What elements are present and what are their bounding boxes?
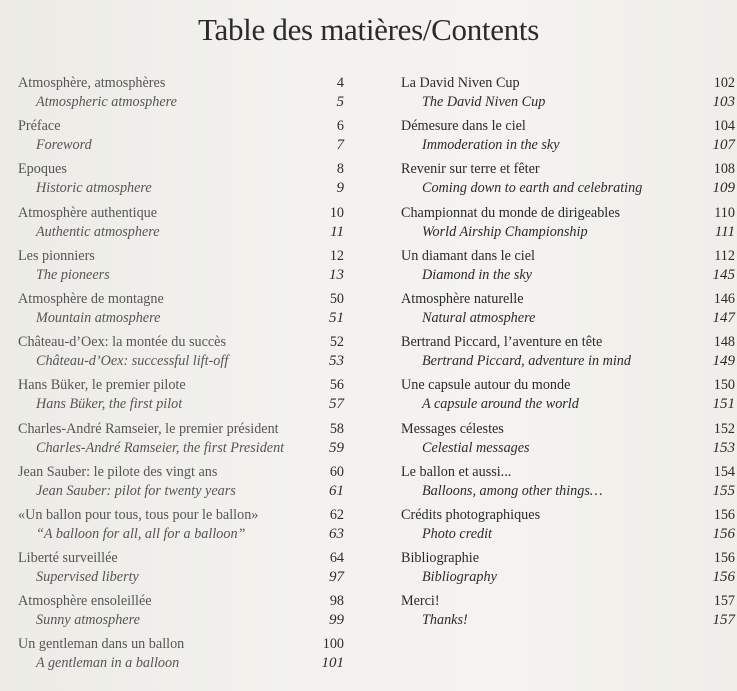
entry-page-french: 152	[713, 420, 735, 437]
entry-title-french: Un gentleman dans un ballon	[18, 636, 185, 653]
entry-page-french: 56	[329, 377, 344, 394]
toc-entry	[401, 549, 737, 592]
entry-title-french: Un diamant dans le ciel	[401, 247, 535, 264]
entry-title-english: Bibliography	[422, 569, 497, 586]
entry-page-french: 4	[336, 75, 344, 91]
entry-page-english: 147	[712, 309, 735, 326]
entry-title-english: Jean Sauber: pilot for twenty years	[36, 482, 236, 499]
entry-title-french: Atmosphère naturelle	[401, 290, 524, 307]
entry-page-french: 157	[713, 593, 735, 610]
entry-title-french: Atmosphère ensoleillée	[18, 593, 152, 610]
entry-page-french: 12	[329, 247, 344, 264]
toc-entry	[18, 506, 344, 549]
entry-page-french: 100	[322, 636, 344, 653]
toc-entry	[401, 204, 737, 247]
entry-page-english: 109	[712, 180, 735, 197]
entry-title-french: La David Niven Cup	[401, 75, 520, 91]
entry-title-english: Château-d’Oex: successful lift-off	[36, 353, 229, 370]
toc-entry	[18, 160, 344, 203]
entry-title-french: Bertrand Piccard, l’aventure en tête	[401, 334, 603, 351]
entry-page-french: 10	[329, 204, 344, 221]
entry-page-english: 13	[329, 266, 344, 283]
entry-page-french: 146	[713, 290, 735, 307]
entry-title-english: Diamond in the sky	[422, 266, 532, 283]
entry-title-french: Bibliographie	[401, 550, 480, 567]
toc-entry	[18, 247, 344, 290]
entry-page-french: 98	[329, 593, 344, 610]
entry-page-french: 148	[713, 334, 735, 351]
entry-title-english: Natural atmosphere	[422, 309, 536, 326]
entry-title-english: A capsule around the world	[422, 396, 579, 413]
toc-entry	[401, 247, 737, 290]
entry-page-french: 108	[713, 161, 735, 178]
entry-title-english: Mountain atmosphere	[36, 309, 161, 326]
entry-page-english: 149	[712, 353, 735, 370]
entry-page-english: 107	[712, 137, 735, 154]
entry-title-english: Bertrand Piccard, adventure in mind	[422, 353, 631, 370]
page-title: Table des matières/Contents	[198, 12, 539, 47]
entry-title-french: Atmosphère de montagne	[18, 290, 164, 307]
toc-entry	[401, 420, 737, 463]
toc-entry	[401, 376, 737, 419]
toc-entry	[18, 290, 344, 333]
entry-title-french: Préface	[18, 118, 61, 135]
entry-page-french: 112	[714, 247, 735, 264]
entry-page-english: 57	[329, 396, 344, 413]
entry-title-english: Immoderation in the sky	[422, 137, 560, 154]
entry-page-french: 156	[713, 550, 735, 567]
toc-entry	[401, 592, 737, 635]
toc-entry	[401, 290, 737, 333]
entry-title-english: Coming down to earth and celebrating	[422, 180, 643, 197]
entry-title-french: Revenir sur terre et fêter	[401, 161, 540, 178]
entry-title-english: Foreword	[36, 137, 92, 154]
toc-entry	[18, 420, 344, 463]
entry-page-french: 104	[713, 118, 735, 135]
toc-entry	[18, 376, 344, 419]
entry-page-english: 53	[329, 353, 344, 370]
entry-title-english: The pioneers	[36, 266, 110, 283]
entry-page-english: 99	[329, 612, 344, 629]
toc-entry	[18, 333, 344, 376]
entry-title-english: Atmospheric atmosphere	[36, 94, 177, 110]
toc-entry	[18, 74, 344, 117]
entry-page-french: 60	[329, 463, 344, 480]
entry-page-english: 9	[336, 180, 344, 197]
entry-title-french: Une capsule autour du monde	[401, 377, 571, 394]
entry-page-french: 64	[329, 550, 344, 567]
entry-title-french: Château-d’Oex: la montée du succès	[18, 334, 227, 351]
entry-page-english: 155	[712, 482, 735, 499]
toc-entry	[18, 635, 344, 678]
entry-title-english: Authentic atmosphere	[36, 223, 160, 240]
toc-entry	[401, 463, 737, 506]
entry-page-english: 51	[329, 309, 344, 326]
entry-title-french: Crédits photographiques	[401, 506, 541, 523]
entry-title-french: Démesure dans le ciel	[401, 118, 526, 135]
entry-title-french: Messages célestes	[401, 420, 504, 437]
entry-page-english: 156	[712, 525, 735, 542]
entry-page-english: 145	[712, 266, 735, 283]
entry-title-english: Balloons, among other things…	[422, 482, 603, 499]
entry-page-english: 61	[329, 482, 344, 499]
entry-title-english: Celestial messages	[422, 439, 530, 456]
toc-entry	[18, 592, 344, 635]
entry-page-english: 157	[712, 612, 735, 629]
toc-entry	[401, 333, 737, 376]
entry-title-french: Liberté surveillée	[18, 550, 118, 567]
entry-page-english: 7	[336, 137, 344, 154]
entry-title-english: Hans Büker, the first pilot	[36, 396, 183, 413]
entry-title-english: “A balloon for all, all for a balloon”	[36, 525, 246, 542]
entry-title-english: A gentleman in a balloon	[36, 655, 180, 672]
entry-title-english: The David Niven Cup	[422, 94, 546, 110]
entry-page-french: 8	[336, 161, 344, 178]
entry-page-english: 11	[330, 223, 344, 240]
entry-title-french: Merci!	[401, 593, 440, 610]
entry-page-english: 59	[329, 439, 344, 456]
entry-page-english: 151	[712, 396, 735, 413]
toc-entry	[18, 204, 344, 247]
entry-page-french: 50	[329, 290, 344, 307]
entry-page-english: 5	[336, 94, 344, 110]
toc-entry	[401, 506, 737, 549]
entry-page-english: 63	[329, 525, 344, 542]
entry-title-french: Jean Sauber: le pilote des vingt ans	[18, 463, 218, 480]
entry-page-english: 156	[712, 569, 735, 586]
entry-page-english: 103	[712, 94, 735, 110]
entry-page-english: 101	[321, 655, 344, 672]
entry-title-english: Historic atmosphere	[36, 180, 152, 197]
entry-page-french: 150	[713, 377, 735, 394]
entry-page-english: 153	[712, 439, 735, 456]
entry-page-french: 156	[713, 506, 735, 523]
entry-page-english: 97	[329, 569, 344, 586]
entry-title-english: Photo credit	[422, 525, 493, 542]
entry-title-english: Charles-André Ramseier, the first President	[36, 439, 285, 456]
entry-page-english: 111	[714, 223, 735, 240]
entry-title-french: Atmosphère, atmosphères	[18, 75, 166, 91]
entry-title-english: Thanks!	[422, 612, 468, 629]
entry-title-french: Hans Büker, le premier pilote	[18, 377, 186, 394]
contents-column-right	[401, 74, 737, 635]
entry-title-english: World Airship Championship	[422, 223, 588, 240]
toc-entry	[18, 117, 344, 160]
entry-title-french: Atmosphère authentique	[18, 204, 158, 221]
entry-page-french: 6	[336, 118, 344, 135]
entry-title-french: Les pionniers	[18, 247, 95, 264]
entry-title-french: «Un ballon pour tous, tous pour le ballon»	[18, 506, 259, 523]
entry-title-french: Epoques	[18, 161, 67, 178]
entry-page-french: 110	[714, 204, 735, 221]
entry-page-french: 102	[713, 75, 735, 91]
entry-title-english: Sunny atmosphere	[36, 612, 140, 629]
toc-entry	[401, 117, 737, 160]
toc-entry	[401, 74, 737, 117]
entry-title-french: Le ballon et aussi...	[401, 463, 512, 480]
entry-title-french: Championnat du monde de dirigeables	[401, 204, 621, 221]
entry-page-french: 58	[329, 420, 344, 437]
entry-page-french: 52	[329, 334, 344, 351]
contents-column-left	[18, 74, 344, 679]
toc-entry	[18, 463, 344, 506]
entry-title-english: Supervised liberty	[36, 569, 139, 586]
entry-title-french: Charles-André Ramseier, le premier président	[18, 420, 279, 437]
toc-entry	[401, 160, 737, 203]
entry-page-french: 154	[713, 463, 735, 480]
toc-entry	[18, 549, 344, 592]
entry-page-french: 62	[329, 506, 344, 523]
